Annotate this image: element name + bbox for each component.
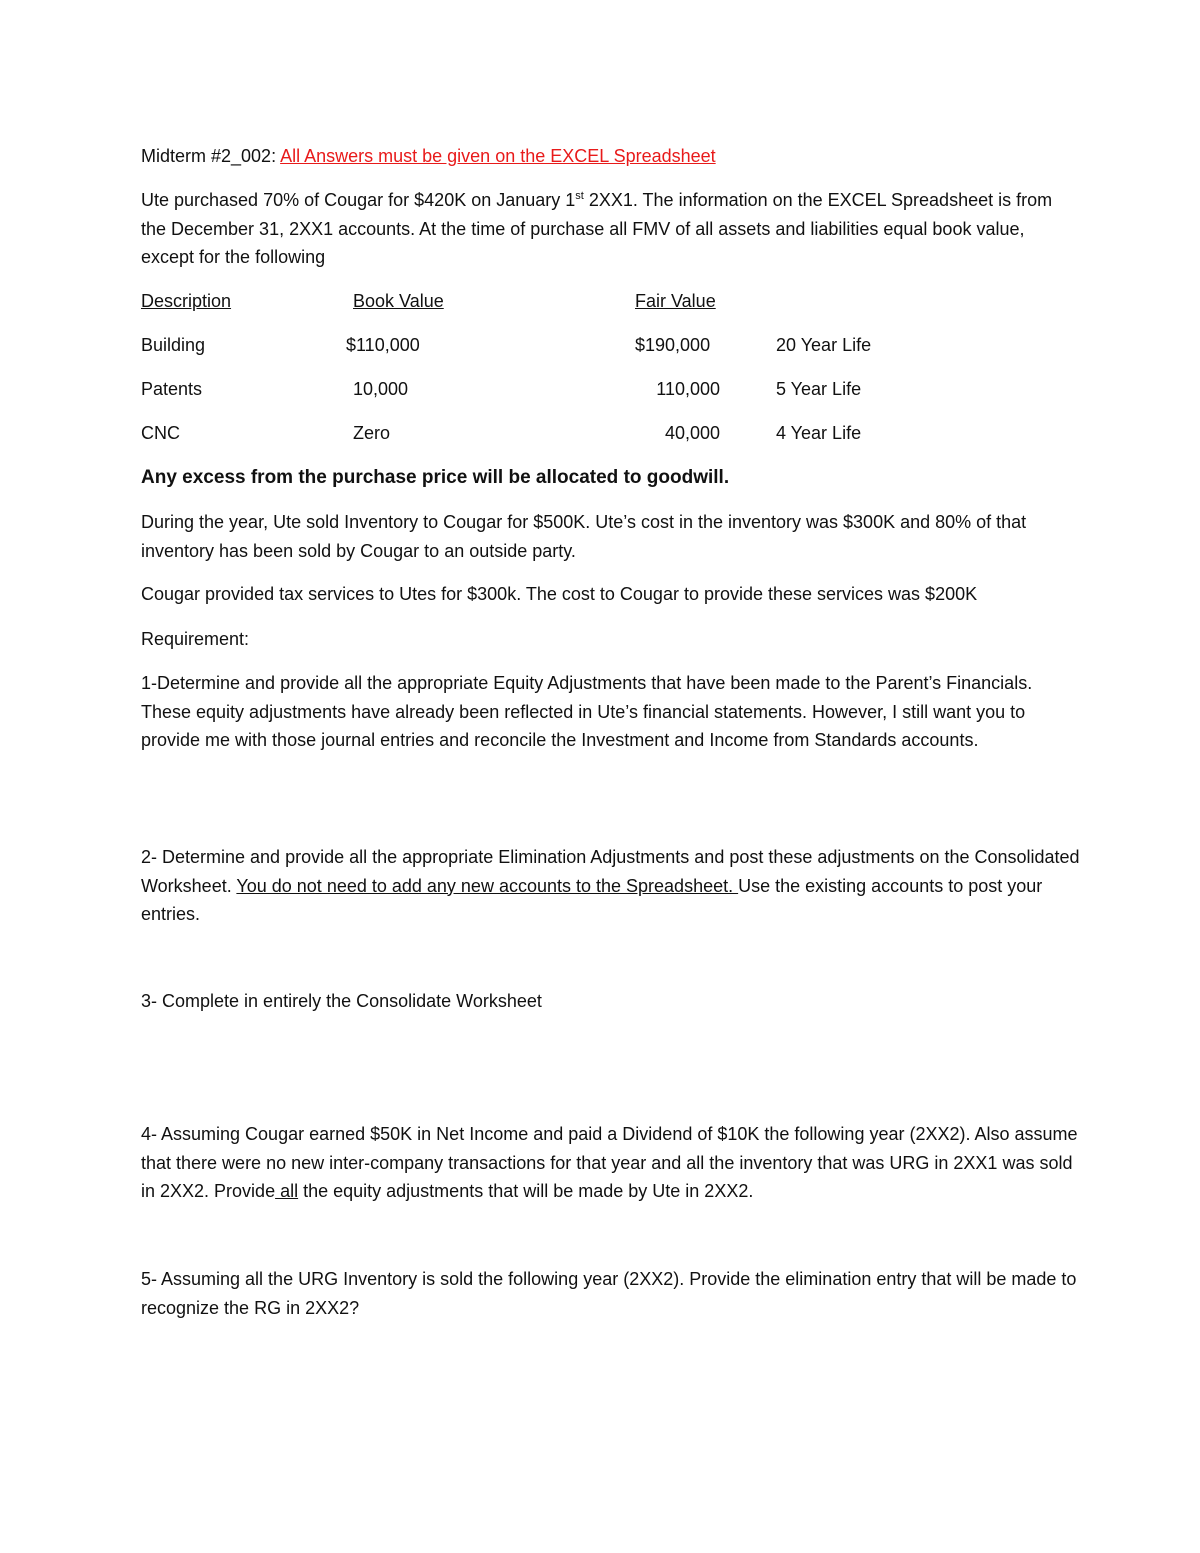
req4-text-a: 4- Assuming Cougar earned $50K in Net Income and paid a Dividend of $10K the following year (2XX2). Also assume that there were no new inter-company transactions for that year and all the inventory that was URG in 2XX1 was sold in 2XX2. Provide — [141, 1124, 1078, 1201]
row-fair-value: 40,000 — [664, 423, 720, 443]
title-note: All Answers must be given on the EXCEL Spreadsheet — [280, 146, 716, 166]
req2-underlined: You do not need to add any new accounts to the Spreadsheet. — [236, 875, 739, 896]
requirement-label: Requirement: — [141, 629, 250, 649]
requirement-2 — [141, 843, 1081, 929]
req4-underlined: all — [275, 1181, 299, 1201]
req2-text-b: Use the existing accounts to post your entries. — [141, 875, 1043, 924]
requirement-3: 3- Complete in entirely the Consolidate Worksheet — [141, 991, 542, 1011]
inventory-paragraph: During the year, Ute sold Inventory to Cougar for $500K. Ute’s cost in the inventory was $300K and 80% of that inventory has been sold by Cougar to an outside party. — [141, 512, 1027, 561]
row-description: Patents — [141, 379, 203, 399]
intro-superscript: st — [575, 190, 584, 202]
title-prefix: Midterm #2_002: — [141, 146, 277, 166]
requirement-5: 5- Assuming all the URG Inventory is sold the following year (2XX2). Provide the elimination entry that will be made to recognize the RG in 2XX2? — [141, 1269, 1077, 1318]
req2-text-a: 2- Determine and provide all the appropriate Elimination Adjustments and post these adjustments on the Consolidated Worksheet. — [141, 847, 1080, 896]
row-life: 5 Year Life — [776, 379, 862, 399]
header-fair-value: Fair Value — [635, 291, 716, 311]
row-life: 4 Year Life — [776, 423, 862, 443]
services-paragraph: Cougar provided tax services to Utes for $300k. The cost to Cougar to provide these services was $200K — [141, 584, 978, 604]
row-fair-value: 110,000 — [656, 379, 720, 399]
header-book-value: Book Value — [353, 291, 444, 311]
row-book-value: $110,000 — [346, 335, 420, 355]
intro-text-b: 2XX1. The information on the EXCEL Spreadsheet is from the December 31, 2XX1 accounts. At the time of purchase all FMV of all assets and liabilities equal book value, except for the following — [141, 190, 1053, 267]
intro-paragraph — [141, 186, 1081, 272]
intro-text-a: Ute purchased 70% of Cougar for $420K on January 1 — [141, 190, 576, 210]
header-description: Description — [141, 291, 232, 311]
row-book-value: 10,000 — [353, 379, 409, 399]
row-book-value: Zero — [353, 423, 391, 443]
row-life: 20 Year Life — [776, 335, 872, 355]
req4-text-b: the equity adjustments that will be made by Ute in 2XX2. — [298, 1181, 754, 1201]
goodwill-note: Any excess from the purchase price will be allocated to goodwill. — [141, 467, 730, 488]
row-description: Building — [141, 335, 206, 355]
requirement-1: 1-Determine and provide all the appropriate Equity Adjustments that have been made to the Parent’s Financials. These equity adjustments have already been reflected in Ute’s financial statements. However, I still want you to provide me with those journal entries and reconcile the Investment and Income from Standards accounts. — [141, 673, 1033, 750]
requirement-4 — [141, 1120, 1081, 1206]
row-description: CNC — [141, 423, 180, 443]
row-fair-value: $190,000 — [635, 335, 711, 355]
page-title — [141, 142, 1081, 171]
